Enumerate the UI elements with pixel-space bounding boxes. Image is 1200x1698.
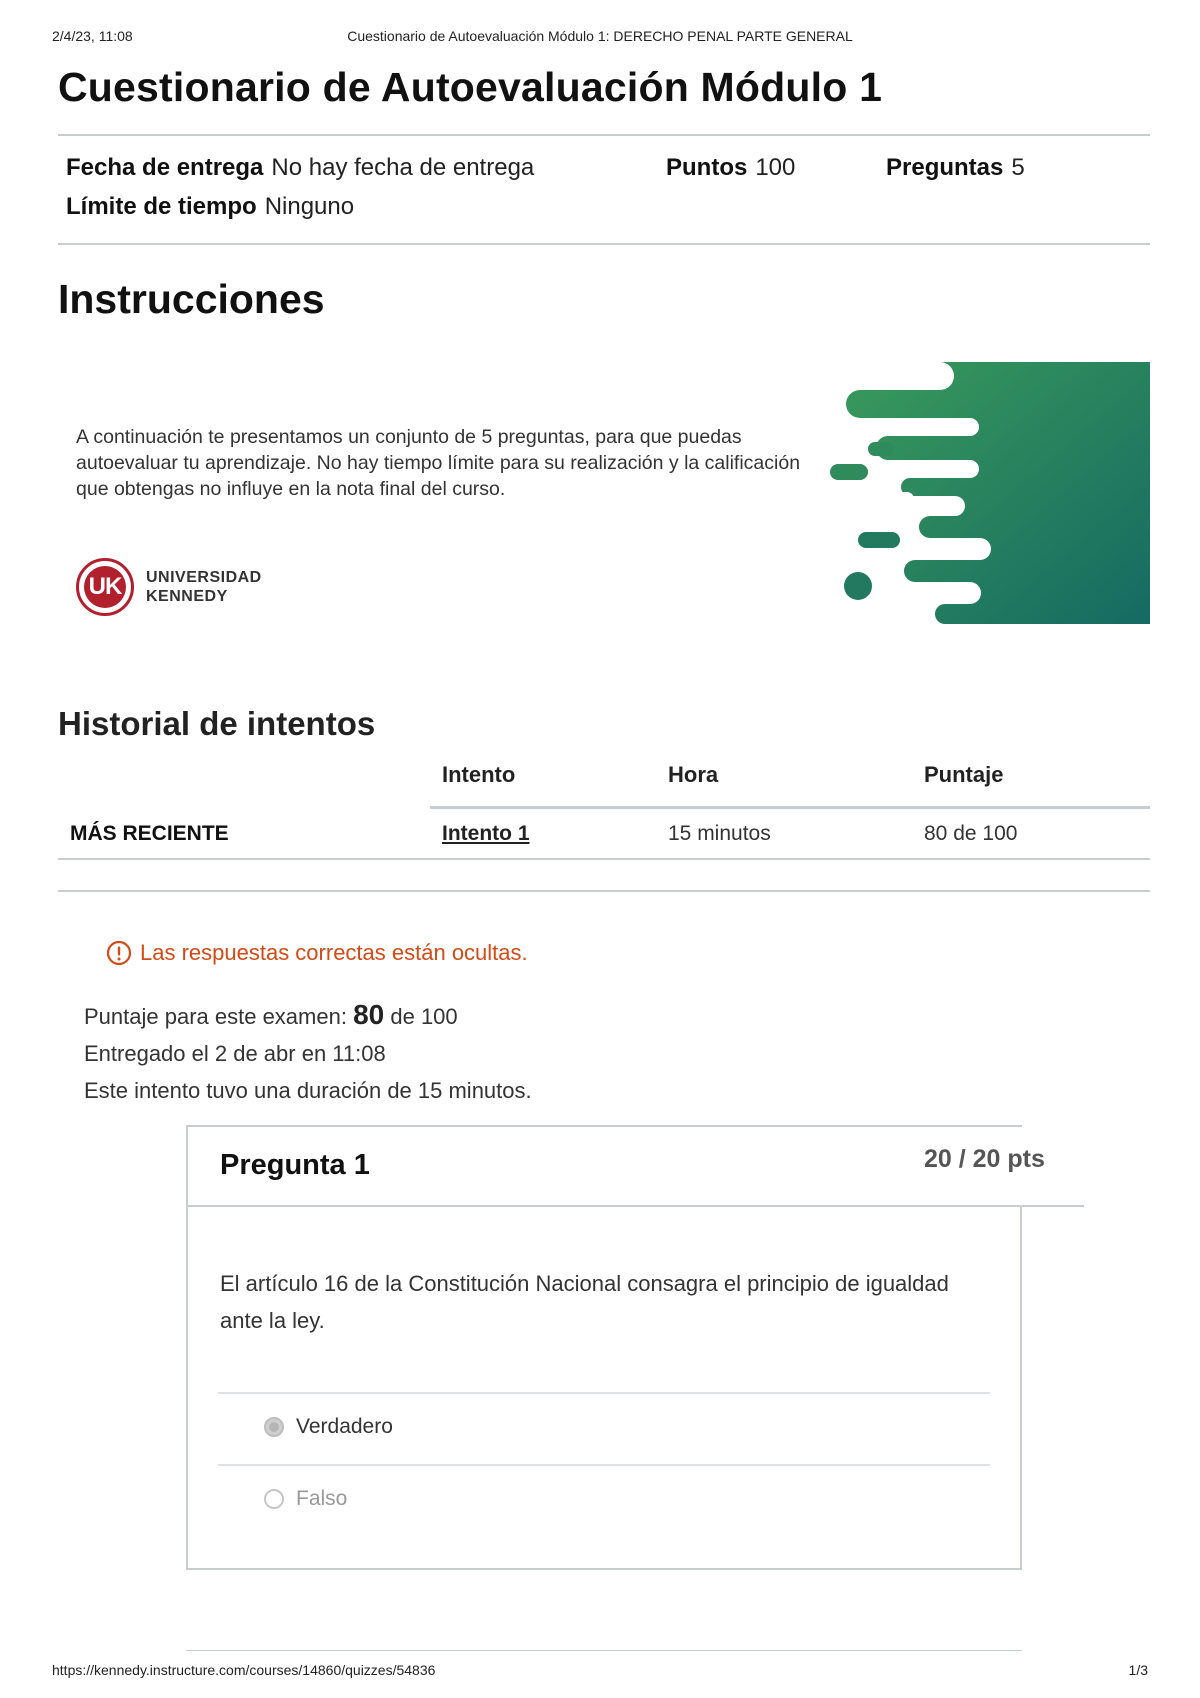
notice-text: Las respuestas correctas están ocultas. [140,940,528,965]
score-summary [84,996,532,1109]
answer-label: Falso [296,1487,348,1510]
points-label: Puntos [666,154,748,181]
due-date-label: Fecha de entrega [66,154,264,181]
duration-line: Este intento tuvo una duración de 15 minutos. [84,1078,532,1103]
instructions-banner [58,362,1150,624]
instructions-heading: Instrucciones [58,276,325,322]
question-header [188,1127,1084,1207]
column-header-score: Puntaje [924,762,1004,787]
row-label: MÁS RECIENTE [70,822,229,845]
logo-line-2: KENNEDY [146,588,228,605]
row-divider [58,858,1150,860]
question-title: Pregunta 1 [220,1149,370,1181]
radio-selected-icon[interactable] [264,1417,284,1437]
score-prefix: Puntaje para este examen: [84,1004,347,1029]
question-text: El artículo 16 de la Constitución Nacional consagra el principio de igualdad ante la ley. [220,1271,949,1333]
logo-name [146,568,262,606]
time-limit-label: Límite de tiempo [66,193,257,220]
answer-option-false[interactable] [264,1487,347,1511]
attempt-score: 80 de 100 [924,822,1018,845]
history-title: Historial de intentos [58,705,376,742]
divider [58,134,1150,136]
points-info [666,154,795,182]
divider [58,890,1150,892]
answer-option-true[interactable] [264,1415,393,1439]
print-header [52,28,1148,48]
hidden-answers-notice [106,940,528,966]
points-value: 100 [755,154,796,181]
page-title: Cuestionario de Autoevaluación Módulo 1 [58,64,883,110]
banner-text: A continuación te presentamos un conjunto de 5 preguntas, para que puedas autoevaluar tu aprendizaje. No hay tiempo límite para su realización y la calificación que obtengas no influye en la nota final del curso. [76,426,801,500]
time-limit-info [66,193,354,221]
question-points: 20 / 20 pts [924,1145,1045,1173]
radio-empty-icon[interactable] [264,1489,284,1509]
questions-label: Preguntas [886,154,1004,181]
print-datetime: 2/4/23, 11:08 [52,28,133,44]
questions-value: 5 [1011,154,1025,181]
logo-mark: UK [84,566,126,608]
questions-info [886,154,1025,182]
attempt-time: 15 minutos [668,822,771,845]
column-header-time: Hora [668,762,719,787]
header-divider [430,806,1150,809]
university-logo [76,558,316,622]
answer-label: Verdadero [296,1415,393,1438]
score-value: 80 [353,999,385,1030]
print-url: https://kennedy.instructure.com/courses/14860/quizzes/54836 [52,1662,436,1678]
exam-score-line [84,996,532,1035]
answer-divider [218,1392,990,1394]
decorative-pattern-icon [820,362,1150,624]
logo-circle-icon [76,558,134,616]
logo-line-1: UNIVERSIDAD [146,569,262,586]
due-date-info [66,154,534,182]
question-card [186,1125,1045,1570]
footer-divider [186,1650,1022,1651]
score-suffix: de 100 [390,1004,458,1029]
page-number: 1/3 [1128,1662,1148,1678]
exclamation-circle-icon [106,940,132,966]
print-doc-title: Cuestionario de Autoevaluación Módulo 1: DERECHO PENAL PARTE GENERAL [347,28,853,44]
answer-divider [218,1464,990,1466]
divider [58,243,1150,245]
attempt-link[interactable]: Intento 1 [442,822,530,845]
due-date-value: No hay fecha de entrega [271,154,535,181]
time-limit-value: Ninguno [264,193,355,220]
column-header-attempt: Intento [442,762,516,787]
submitted-line: Entregado el 2 de abr en 11:08 [84,1041,386,1066]
